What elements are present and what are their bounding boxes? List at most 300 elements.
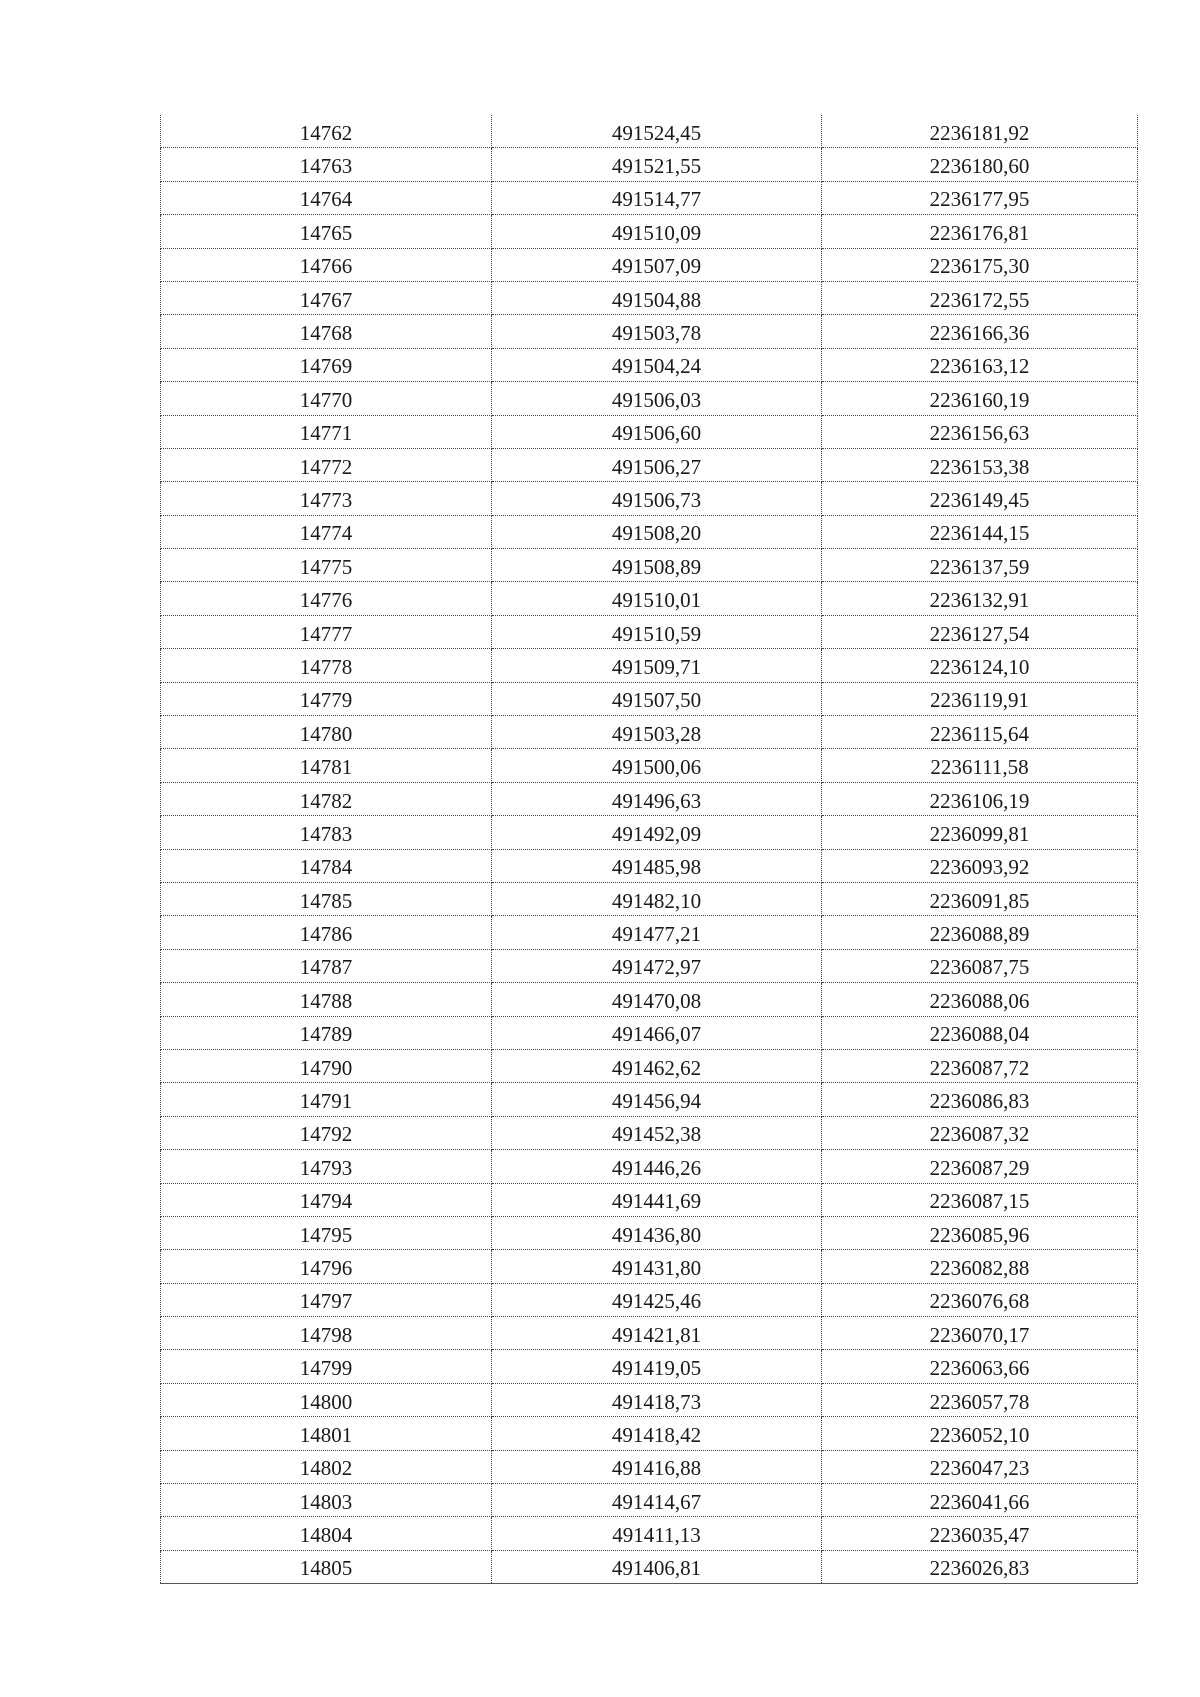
cell-text: 14794 <box>299 1189 353 1214</box>
x-coordinate-cell <box>492 1317 822 1350</box>
cell-text: 491456,94 <box>611 1089 702 1114</box>
table-row <box>161 582 1138 615</box>
cell-text: 2236119,91 <box>930 688 1029 713</box>
cell-text: 14787 <box>299 955 353 980</box>
y-coordinate-cell <box>822 215 1138 248</box>
cell-text: 491506,27 <box>611 454 702 479</box>
cell-text: 491510,09 <box>611 220 702 245</box>
cell-text: 491506,60 <box>611 421 702 446</box>
cell-text: 14790 <box>299 1055 353 1080</box>
y-coordinate-cell <box>822 281 1138 314</box>
x-coordinate-cell <box>492 1383 822 1416</box>
y-coordinate-cell <box>822 1350 1138 1383</box>
x-coordinate-cell <box>492 1016 822 1049</box>
cell-text: 14796 <box>299 1255 353 1280</box>
y-coordinate-cell <box>822 949 1138 982</box>
cell-text: 2236153,38 <box>929 454 1030 479</box>
point-number-cell <box>161 1550 492 1583</box>
cell-text: 14800 <box>299 1389 353 1414</box>
y-coordinate-cell <box>822 348 1138 381</box>
x-coordinate-cell <box>492 1417 822 1450</box>
y-coordinate-cell <box>822 1049 1138 1082</box>
cell-text: 14779 <box>299 688 353 713</box>
cell-text: 491492,09 <box>611 821 702 846</box>
point-number-cell <box>161 1317 492 1350</box>
table-row <box>161 1150 1138 1183</box>
cell-text: 14788 <box>299 988 353 1013</box>
x-coordinate-cell <box>492 916 822 949</box>
table-row <box>161 649 1138 682</box>
coordinates-table-body <box>161 115 1138 1584</box>
cell-text: 491436,80 <box>611 1222 702 1247</box>
cell-text: 2236156,63 <box>929 421 1030 446</box>
x-coordinate-cell <box>492 849 822 882</box>
cell-text: 14771 <box>299 421 353 446</box>
table-row <box>161 1083 1138 1116</box>
table-row <box>161 348 1138 381</box>
x-coordinate-cell <box>492 1484 822 1517</box>
table-row <box>161 1317 1138 1350</box>
cell-text: 14764 <box>299 187 353 212</box>
cell-text: 2236070,17 <box>929 1322 1030 1347</box>
cell-text: 2236035,47 <box>929 1523 1030 1548</box>
cell-text: 2236166,36 <box>929 321 1030 346</box>
y-coordinate-cell <box>822 1550 1138 1583</box>
cell-text: 491509,71 <box>611 654 702 679</box>
point-number-cell <box>161 415 492 448</box>
table-row <box>161 983 1138 1016</box>
y-coordinate-cell <box>822 515 1138 548</box>
point-number-cell <box>161 682 492 715</box>
point-number-cell <box>161 115 492 148</box>
cell-text: 14770 <box>299 387 353 412</box>
cell-text: 491441,69 <box>611 1189 702 1214</box>
cell-text: 491477,21 <box>611 922 702 947</box>
cell-text: 491414,67 <box>611 1489 702 1514</box>
cell-text: 2236160,19 <box>929 387 1030 412</box>
cell-text: 14762 <box>299 120 353 145</box>
point-number-cell <box>161 1150 492 1183</box>
point-number-cell <box>161 1283 492 1316</box>
table-row <box>161 181 1138 214</box>
cell-text: 2236099,81 <box>929 821 1030 846</box>
cell-text: 491470,08 <box>611 988 702 1013</box>
x-coordinate-cell <box>492 1183 822 1216</box>
cell-text: 491521,55 <box>611 154 702 179</box>
cell-text: 2236087,75 <box>929 955 1030 980</box>
point-number-cell <box>161 983 492 1016</box>
x-coordinate-cell <box>492 983 822 1016</box>
cell-text: 491419,05 <box>611 1356 702 1381</box>
table-row <box>161 1450 1138 1483</box>
cell-text: 14768 <box>299 321 353 346</box>
point-number-cell <box>161 315 492 348</box>
table-row <box>161 382 1138 415</box>
point-number-cell <box>161 448 492 481</box>
cell-text: 2236111,58 <box>930 755 1029 780</box>
x-coordinate-cell <box>492 1550 822 1583</box>
cell-text: 14773 <box>299 487 353 512</box>
cell-text: 491510,01 <box>611 588 702 613</box>
cell-text: 2236087,15 <box>929 1189 1030 1214</box>
cell-text: 14772 <box>299 454 353 479</box>
table-row <box>161 749 1138 782</box>
point-number-cell <box>161 1517 492 1550</box>
point-number-cell <box>161 816 492 849</box>
y-coordinate-cell <box>822 1116 1138 1149</box>
x-coordinate-cell <box>492 649 822 682</box>
table-row <box>161 148 1138 181</box>
point-number-cell <box>161 1250 492 1283</box>
cell-text: 2236181,92 <box>929 120 1030 145</box>
cell-text: 2236106,19 <box>929 788 1030 813</box>
cell-text: 491524,45 <box>611 120 702 145</box>
cell-text: 491466,07 <box>611 1022 702 1047</box>
y-coordinate-cell <box>822 448 1138 481</box>
y-coordinate-cell <box>822 816 1138 849</box>
cell-text: 2236047,23 <box>929 1456 1030 1481</box>
cell-text: 2236052,10 <box>929 1422 1030 1447</box>
cell-text: 14789 <box>299 1022 353 1047</box>
y-coordinate-cell <box>822 1216 1138 1249</box>
point-number-cell <box>161 782 492 815</box>
cell-text: 491416,88 <box>611 1456 702 1481</box>
x-coordinate-cell <box>492 215 822 248</box>
cell-text: 491503,28 <box>611 721 702 746</box>
y-coordinate-cell <box>822 749 1138 782</box>
y-coordinate-cell <box>822 582 1138 615</box>
cell-text: 2236063,66 <box>929 1356 1030 1381</box>
x-coordinate-cell <box>492 281 822 314</box>
x-coordinate-cell <box>492 1450 822 1483</box>
x-coordinate-cell <box>492 816 822 849</box>
point-number-cell <box>161 916 492 949</box>
table-row <box>161 882 1138 915</box>
x-coordinate-cell <box>492 181 822 214</box>
cell-text: 491418,42 <box>611 1422 702 1447</box>
y-coordinate-cell <box>822 1417 1138 1450</box>
point-number-cell <box>161 348 492 381</box>
cell-text: 14802 <box>299 1456 353 1481</box>
cell-text: 14774 <box>299 521 353 546</box>
point-number-cell <box>161 1417 492 1450</box>
cell-text: 491425,46 <box>611 1289 702 1314</box>
cell-text: 2236132,91 <box>929 588 1030 613</box>
x-coordinate-cell <box>492 1283 822 1316</box>
cell-text: 14785 <box>299 888 353 913</box>
cell-text: 491418,73 <box>611 1389 702 1414</box>
cell-text: 14777 <box>299 621 353 646</box>
cell-text: 14780 <box>299 721 353 746</box>
table-row <box>161 1216 1138 1249</box>
point-number-cell <box>161 1116 492 1149</box>
cell-text: 491514,77 <box>611 187 702 212</box>
cell-text: 14795 <box>299 1222 353 1247</box>
point-number-cell <box>161 716 492 749</box>
cell-text: 14763 <box>299 154 353 179</box>
table-row <box>161 248 1138 281</box>
table-row <box>161 115 1138 148</box>
cell-text: 2236085,96 <box>929 1222 1030 1247</box>
cell-text: 491507,09 <box>611 254 702 279</box>
point-number-cell <box>161 649 492 682</box>
table-row <box>161 1517 1138 1550</box>
cell-text: 14784 <box>299 855 353 880</box>
cell-text: 14776 <box>299 588 353 613</box>
table-row <box>161 782 1138 815</box>
cell-text: 2236088,89 <box>929 922 1030 947</box>
point-number-cell <box>161 281 492 314</box>
cell-text: 14769 <box>299 354 353 379</box>
cell-text: 14786 <box>299 922 353 947</box>
point-number-cell <box>161 882 492 915</box>
cell-text: 491411,13 <box>612 1523 701 1548</box>
y-coordinate-cell <box>822 1016 1138 1049</box>
cell-text: 14781 <box>299 755 353 780</box>
point-number-cell <box>161 1484 492 1517</box>
table-row <box>161 1350 1138 1383</box>
x-coordinate-cell <box>492 382 822 415</box>
table-row <box>161 949 1138 982</box>
cell-text: 491504,88 <box>611 287 702 312</box>
cell-text: 2236026,83 <box>929 1556 1030 1581</box>
point-number-cell <box>161 1183 492 1216</box>
cell-text: 491431,80 <box>611 1255 702 1280</box>
y-coordinate-cell <box>822 882 1138 915</box>
cell-text: 491421,81 <box>611 1322 702 1347</box>
y-coordinate-cell <box>822 1250 1138 1283</box>
x-coordinate-cell <box>492 949 822 982</box>
x-coordinate-cell <box>492 1250 822 1283</box>
x-coordinate-cell <box>492 482 822 515</box>
cell-text: 2236124,10 <box>929 654 1030 679</box>
point-number-cell <box>161 1216 492 1249</box>
x-coordinate-cell <box>492 248 822 281</box>
point-number-cell <box>161 482 492 515</box>
x-coordinate-cell <box>492 348 822 381</box>
y-coordinate-cell <box>822 849 1138 882</box>
x-coordinate-cell <box>492 415 822 448</box>
cell-text: 14775 <box>299 554 353 579</box>
x-coordinate-cell <box>492 148 822 181</box>
table-row <box>161 682 1138 715</box>
point-number-cell <box>161 615 492 648</box>
y-coordinate-cell <box>822 115 1138 148</box>
y-coordinate-cell <box>822 716 1138 749</box>
table-row <box>161 1183 1138 1216</box>
cell-text: 491503,78 <box>611 321 702 346</box>
y-coordinate-cell <box>822 549 1138 582</box>
cell-text: 14801 <box>299 1422 353 1447</box>
table-row <box>161 1550 1138 1583</box>
table-row <box>161 1417 1138 1450</box>
table-row <box>161 315 1138 348</box>
table-row <box>161 1283 1138 1316</box>
x-coordinate-cell <box>492 582 822 615</box>
cell-text: 2236177,95 <box>929 187 1030 212</box>
y-coordinate-cell <box>822 1150 1138 1183</box>
x-coordinate-cell <box>492 549 822 582</box>
table-row <box>161 1383 1138 1416</box>
y-coordinate-cell <box>822 916 1138 949</box>
cell-text: 2236115,64 <box>930 721 1029 746</box>
point-number-cell <box>161 181 492 214</box>
table-row <box>161 482 1138 515</box>
cell-text: 491496,63 <box>611 788 702 813</box>
point-number-cell <box>161 248 492 281</box>
y-coordinate-cell <box>822 1083 1138 1116</box>
table-row <box>161 1116 1138 1149</box>
table-row <box>161 615 1138 648</box>
y-coordinate-cell <box>822 1450 1138 1483</box>
x-coordinate-cell <box>492 1216 822 1249</box>
table-row <box>161 1049 1138 1082</box>
point-number-cell <box>161 148 492 181</box>
point-number-cell <box>161 849 492 882</box>
cell-text: 14783 <box>299 821 353 846</box>
coordinates-table <box>160 115 1138 1584</box>
x-coordinate-cell <box>492 1116 822 1149</box>
cell-text: 2236127,54 <box>929 621 1030 646</box>
y-coordinate-cell <box>822 482 1138 515</box>
point-number-cell <box>161 749 492 782</box>
cell-text: 2236091,85 <box>929 888 1030 913</box>
point-number-cell <box>161 949 492 982</box>
cell-text: 2236088,06 <box>929 988 1030 1013</box>
cell-text: 2236088,04 <box>929 1022 1030 1047</box>
x-coordinate-cell <box>492 515 822 548</box>
x-coordinate-cell <box>492 782 822 815</box>
cell-text: 14797 <box>299 1289 353 1314</box>
x-coordinate-cell <box>492 315 822 348</box>
x-coordinate-cell <box>492 749 822 782</box>
table-row <box>161 1016 1138 1049</box>
cell-text: 14793 <box>299 1155 353 1180</box>
cell-text: 491504,24 <box>611 354 702 379</box>
point-number-cell <box>161 1016 492 1049</box>
cell-text: 2236180,60 <box>929 154 1030 179</box>
cell-text: 14804 <box>299 1523 353 1548</box>
table-row <box>161 1484 1138 1517</box>
y-coordinate-cell <box>822 181 1138 214</box>
x-coordinate-cell <box>492 115 822 148</box>
point-number-cell <box>161 1383 492 1416</box>
y-coordinate-cell <box>822 1283 1138 1316</box>
table-row <box>161 849 1138 882</box>
table-row <box>161 281 1138 314</box>
cell-text: 14782 <box>299 788 353 813</box>
x-coordinate-cell <box>492 1150 822 1183</box>
point-number-cell <box>161 1049 492 1082</box>
cell-text: 2236087,72 <box>929 1055 1030 1080</box>
cell-text: 491506,73 <box>611 487 702 512</box>
cell-text: 14798 <box>299 1322 353 1347</box>
cell-text: 491446,26 <box>611 1155 702 1180</box>
cell-text: 14791 <box>299 1089 353 1114</box>
table-row <box>161 1250 1138 1283</box>
cell-text: 2236093,92 <box>929 855 1030 880</box>
point-number-cell <box>161 549 492 582</box>
cell-text: 2236149,45 <box>929 487 1030 512</box>
y-coordinate-cell <box>822 1183 1138 1216</box>
cell-text: 491462,62 <box>611 1055 702 1080</box>
cell-text: 14803 <box>299 1489 353 1514</box>
y-coordinate-cell <box>822 1317 1138 1350</box>
x-coordinate-cell <box>492 682 822 715</box>
cell-text: 2236076,68 <box>929 1289 1030 1314</box>
cell-text: 2236086,83 <box>929 1089 1030 1114</box>
x-coordinate-cell <box>492 716 822 749</box>
y-coordinate-cell <box>822 1383 1138 1416</box>
point-number-cell <box>161 1350 492 1383</box>
cell-text: 2236087,29 <box>929 1155 1030 1180</box>
cell-text: 2236082,88 <box>929 1255 1030 1280</box>
cell-text: 2236175,30 <box>929 254 1030 279</box>
x-coordinate-cell <box>492 1049 822 1082</box>
y-coordinate-cell <box>822 248 1138 281</box>
table-row <box>161 916 1138 949</box>
cell-text: 14805 <box>299 1556 353 1581</box>
cell-text: 491482,10 <box>611 888 702 913</box>
cell-text: 14765 <box>299 220 353 245</box>
cell-text: 14767 <box>299 287 353 312</box>
cell-text: 491506,03 <box>611 387 702 412</box>
table-row <box>161 415 1138 448</box>
cell-text: 14792 <box>299 1122 353 1147</box>
table-row <box>161 215 1138 248</box>
cell-text: 2236172,55 <box>929 287 1030 312</box>
y-coordinate-cell <box>822 148 1138 181</box>
cell-text: 491452,38 <box>611 1122 702 1147</box>
cell-text: 491406,81 <box>611 1556 702 1581</box>
cell-text: 491472,97 <box>611 955 702 980</box>
y-coordinate-cell <box>822 615 1138 648</box>
table-row <box>161 448 1138 481</box>
cell-text: 2236144,15 <box>929 521 1030 546</box>
x-coordinate-cell <box>492 1083 822 1116</box>
cell-text: 14766 <box>299 254 353 279</box>
cell-text: 491507,50 <box>611 688 702 713</box>
y-coordinate-cell <box>822 1484 1138 1517</box>
y-coordinate-cell <box>822 315 1138 348</box>
point-number-cell <box>161 1450 492 1483</box>
y-coordinate-cell <box>822 415 1138 448</box>
cell-text: 491500,06 <box>611 755 702 780</box>
cell-text: 2236087,32 <box>929 1122 1030 1147</box>
x-coordinate-cell <box>492 1350 822 1383</box>
table-row <box>161 515 1138 548</box>
table-row <box>161 549 1138 582</box>
cell-text: 2236057,78 <box>929 1389 1030 1414</box>
x-coordinate-cell <box>492 448 822 481</box>
point-number-cell <box>161 215 492 248</box>
cell-text: 2236163,12 <box>929 354 1030 379</box>
point-number-cell <box>161 515 492 548</box>
point-number-cell <box>161 382 492 415</box>
y-coordinate-cell <box>822 782 1138 815</box>
x-coordinate-cell <box>492 615 822 648</box>
cell-text: 2236041,66 <box>929 1489 1030 1514</box>
table-row <box>161 816 1138 849</box>
y-coordinate-cell <box>822 649 1138 682</box>
cell-text: 491510,59 <box>611 621 702 646</box>
cell-text: 491508,20 <box>611 521 702 546</box>
y-coordinate-cell <box>822 382 1138 415</box>
cell-text: 14799 <box>299 1356 353 1381</box>
cell-text: 491485,98 <box>611 855 702 880</box>
cell-text: 2236137,59 <box>929 554 1030 579</box>
cell-text: 2236176,81 <box>929 220 1030 245</box>
